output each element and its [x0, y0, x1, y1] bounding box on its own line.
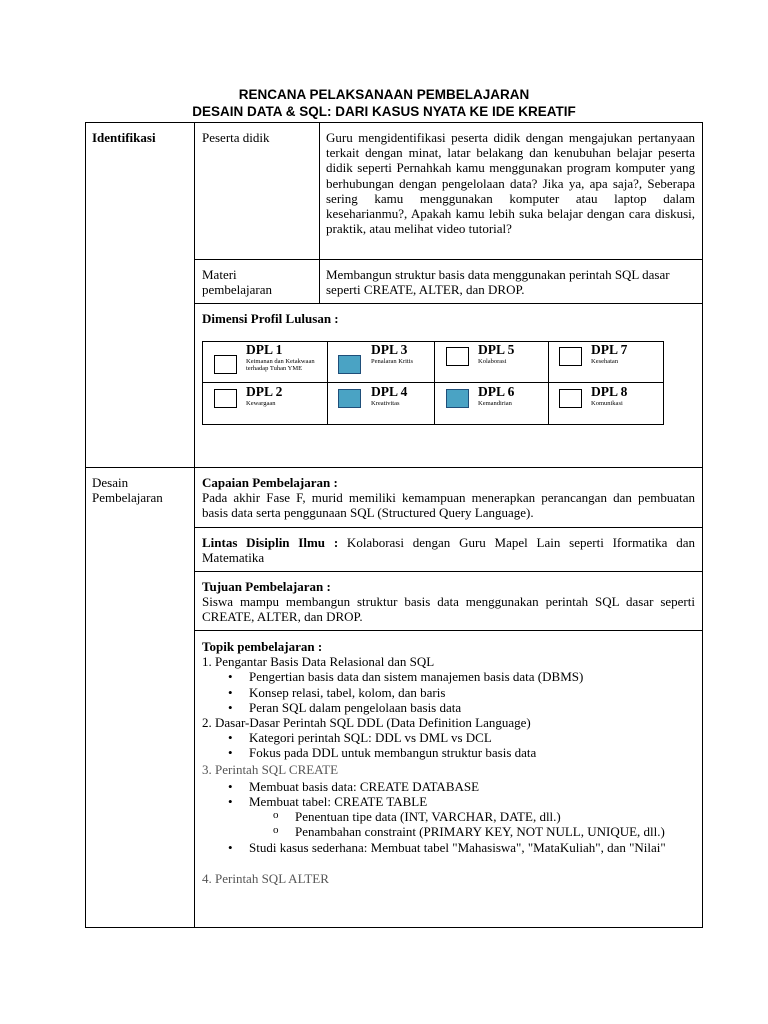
dpl-7-checkbox[interactable] — [559, 347, 582, 366]
document-title: RENCANA PELAKSANAAN PEMBELAJARAN — [238, 87, 530, 102]
list-item: • Membuat basis data: CREATE DATABASE — [249, 779, 695, 794]
dpl-8-checkbox[interactable] — [559, 389, 582, 408]
list-item: • Membuat tabel: CREATE TABLE o Penentuan tipe data (INT, VARCHAR, DATE, dll.) o Penambahan constraint (PRIMARY KEY, NOT NULL, UNIQUE, dll.) — [249, 794, 695, 840]
dpl-1-checkbox[interactable] — [214, 355, 237, 374]
dpl-2-checkbox[interactable] — [214, 389, 237, 408]
capaian-pembelajaran: Capaian Pembelajaran : Pada akhir Fase F, murid memiliki kemampuan menerapkan perancangan dan pembuatan basis data serta penggunaan SQL (Structured Query Language). — [202, 475, 695, 521]
list-item: • Pengertian basis data dan sistem manajemen basis data (DBMS) — [249, 669, 695, 684]
topik-heading-1: 1. Pengantar Basis Data Relasional dan SQL — [202, 654, 435, 670]
topik-heading-4: 4. Perintah SQL ALTER — [202, 870, 329, 886]
peserta-didik-text: Guru mengidentifikasi peserta didik dengan mengajukan pertanyaan terkait dengan minat, latar belakang dan kenubuhan belajar peserta didik seperti Pernahkah kamu menggunakan program komputer yang berhubungan dengan pengelolaan data? Jika ya, apa saja?, Seberapa sering kamu menggunakan komputer atau laptop dalam keseharianmu?, Apakah kamu lebih suka belajar dengan cara diskusi, praktik, atau melihat video tutorial? — [326, 130, 695, 237]
dpl-6-checkbox[interactable] — [446, 389, 469, 408]
topik-pembelajaran: Topik pembelajaran : 1. Pengantar Basis Data Relasional dan SQL • Pengertian basis data dan sistem manajemen basis data (DBMS) • Konsep relasi, tabel, kolom, dan baris • Peran SQL dalam pengelolaan basis data 2. Dasar-Dasar Perintah SQL DDL (Data Definition Language) • Kategori perintah SQL: DDL vs DML vs DCL • Fokus pada DDL untuk membangun struktur basis data 3. Perintah SQL CREATE • Membuat basis data: CREATE DATABASE • Membuat tabel: CREATE TABLE o Penentuan tipe data (INT, VARCHAR, DATE, dll.) o Penambahan constraint (PRIMARY KEY, NOT NULL, UNIQUE, dll.) • Studi kasus sederhana: Membuat tabel "Mahasiswa", "MataKuliah", dan "Nilai" 4. Perintah SQL ALTER — [202, 639, 695, 886]
list-item: • Konsep relasi, tabel, kolom, dan baris — [249, 685, 695, 700]
dimensi-profil-label: Dimensi Profil Lulusan : — [202, 311, 339, 326]
lintas-disiplin: Lintas Disiplin Ilmu : Kolaborasi dengan Guru Mapel Lain seperti Iformatika dan Matematika — [202, 535, 695, 566]
tujuan-pembelajaran: Tujuan Pembelajaran : Siswa mampu membangun struktur basis data menggunakan perintah SQL dasar seperti CREATE, ALTER, dan DROP. — [202, 579, 695, 625]
sub-list-item: o Penentuan tipe data (INT, VARCHAR, DATE, dll.) — [295, 809, 675, 824]
list-item: • Peran SQL dalam pengelolaan basis data — [249, 700, 695, 715]
list-item: • Kategori perintah SQL: DDL vs DML vs DCL — [249, 730, 695, 745]
section-label-identifikasi: Identifikasi — [92, 130, 156, 145]
list-item: • Fokus pada DDL untuk membangun struktur basis data — [249, 745, 695, 760]
section-label-desain: Desain Pembelajaran — [92, 475, 163, 506]
peserta-didik-label: Peserta didik — [202, 130, 270, 145]
topik-heading-3: 3. Perintah SQL CREATE — [202, 761, 339, 777]
dpl-3-checkbox[interactable] — [338, 355, 361, 374]
document-subtitle: DESAIN DATA & SQL: DARI KASUS NYATA KE IDE KREATIF — [192, 104, 576, 119]
list-item: • Studi kasus sederhana: Membuat tabel "Mahasiswa", "MataKuliah", dan "Nilai" — [249, 840, 669, 855]
topik-heading-2: 2. Dasar-Dasar Perintah SQL DDL (Data Definition Language) — [202, 715, 531, 731]
materi-pembelajaran-text: Membangun struktur basis data menggunakan perintah SQL dasar seperti CREATE, ALTER, dan DROP. — [326, 267, 670, 298]
sub-list-item: o Penambahan constraint (PRIMARY KEY, NOT NULL, UNIQUE, dll.) — [295, 824, 675, 839]
materi-pembelajaran-label: Materi pembelajaran — [202, 267, 273, 298]
dpl-5-checkbox[interactable] — [446, 347, 469, 366]
dpl-4-checkbox[interactable] — [338, 389, 361, 408]
